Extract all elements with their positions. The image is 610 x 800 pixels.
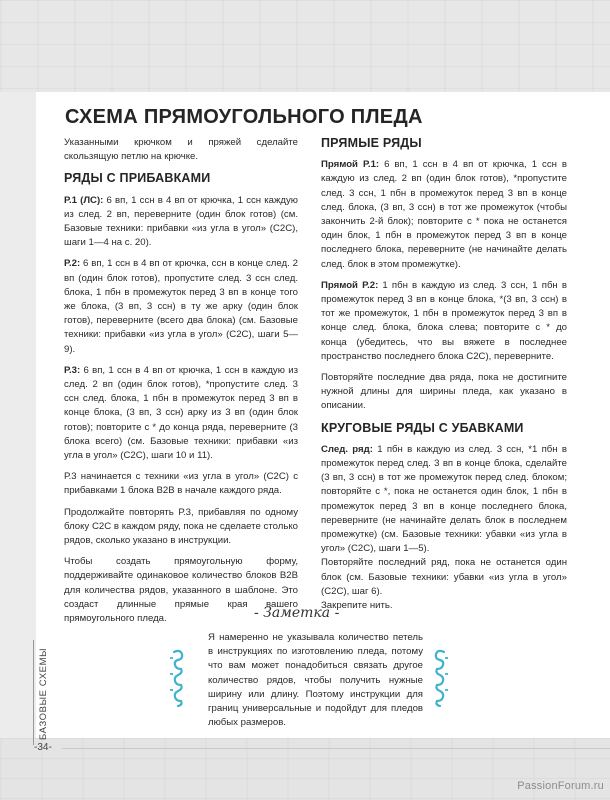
note-text: Я намеренно не указывала количество петель в инструкциях по изготовлению пледа, потому что вам может понадобиться связать другое количество рядов, чтобы получить нужные ширину или длину. Поэтому инструкции для границ универсальные и подойдут для пледов любых размеров.: [208, 632, 423, 729]
footer-divider: [62, 748, 610, 749]
row-lead: Р.1 (ЛС):: [64, 194, 104, 206]
section-side-label: БАЗОВЫЕ СХЕМЫ: [38, 647, 49, 740]
watermark: PassionForum.ru: [517, 780, 604, 792]
row-lead: Р.2:: [64, 258, 81, 270]
increase-paragraph: Продолжайте повторять Р.3, прибавляя по одному блоку C2C в каждом ряду, пока не сделаете столько рядов, сколько указано в инструкции.: [64, 506, 298, 547]
page-title: СХЕМА ПРЯМОУГОЛЬНОГО ПЛЕДА: [65, 106, 423, 128]
increase-row-2: [64, 257, 298, 356]
decrease-section-heading: КРУГОВЫЕ РЯДЫ С УБАВКАМИ: [321, 420, 524, 435]
row-text: 6 вп, 1 ссн в 4 вп от крючка, 1 ссн в каждую из след. 2 вп (один блок готов), *пропустите след. 3 ссн след. блока, 1 пбн в промежуток перед 3 вп в конце блока, (3 вп, 3 ссн) арку из 3 вп (один блок готов); повторите с * до конца ряда, переверните (3 блока всего) (см. Базовые техники: прибавки «из угла в угол» (C2C), шаги 10 и 11).: [64, 364, 298, 462]
increase-row-3: [64, 364, 298, 463]
row-lead: Р.3:: [64, 364, 81, 376]
row-text: 1 пбн в каждую из след. 3 ссн, 1 пбн в промежуток перед 3 вп в конце блока, *(3 вп, 3 ссн) в тот же промежуток, 1 пбн в промежуток перед 3 вп в конце след. блока, блока слева; повторите с * до конца (убедитесь, что вы вяжете в последнее пространство последнего блока C2C), переверните.: [321, 279, 567, 362]
increase-paragraph: Чтобы создать прямоугольную форму, поддерживайте одинаковое количество блоков B2B для количества рядов, указанного в шаблоне. Это создаст длинные прямые края вашего прямоугольного пледа.: [64, 556, 298, 625]
side-divider: [33, 640, 34, 745]
right-column: [321, 136, 567, 613]
note-title: - Заметка -: [254, 605, 340, 621]
wood-background-top: [0, 0, 610, 92]
row-text: 6 вп, 1 ссн в 4 вп от крючка, ссн в конце след. 2 вп (один блок готов), пропустите след. 3 ссн след. блока, 1 пбн в промежуток перед 3 вп в конце того же блока, (3 вп, 3 ссн) в ту же арку (один блок готов), переверните (всего два блока) (см. Базовые техники: прибавки «из угла в угол» (C2C), шаги 5—9).: [64, 258, 298, 355]
straight-row-2: [321, 279, 567, 364]
left-column: [64, 136, 298, 626]
row-text: 1 пбн в каждую из след. 3 ссн, *1 пбн в промежуток перед след. 3 вп в конце блока, сделайте (3 вп, 3 ссн) в тот же промежуток перед след. блоком; повторяйте с *, пока не останется один блок, 1 пбн в промежуток перед 3 вп в конце последнего блока, переверните (не начинайте делать блок в последнем промежутке) (см. Базовые техники: убавки «из угла в угол» (C2C), шаги 1—5).: [321, 443, 567, 555]
decrease-paragraph: Закрепите нить.: [321, 600, 393, 612]
intro-paragraph: Указанными крючком и пряжей сделайте скользящую петлю на крючке.: [64, 137, 298, 163]
increase-section-heading: РЯДЫ С ПРИБАВКАМИ: [64, 171, 211, 186]
decrease-paragraph: Повторяйте последний ряд, пока не останется один блок (см. Базовые техники: убавки «из угла в угол» (C2C), шаг 6).: [321, 557, 567, 597]
straight-paragraph: Повторяйте последние два ряда, пока не достигните нужной длины для ширины пледа, как указано в описании.: [321, 372, 567, 412]
row-text: 6 вп, 1 ссн в 4 вп от крючка, 1 ссн в каждую из след. 2 вп (один блок готов), *пропустите след. 3 ссн, 1 пбн в промежуток перед 3 вп в конце след. блока, (3 вп, 3 ссн) в тот же промежуток (чтобы закончить 2-й блок); повторите с * пока не останется один блок, 1 пбн в промежуток перед 3 вп в конце последнего блока, переверните (не начинайте делать след. блок в этом промежутке).: [321, 159, 568, 270]
increase-row-1: [64, 194, 298, 251]
stitch-ornament-left-icon: [168, 648, 190, 708]
row-lead: Прямой Р.2:: [321, 279, 379, 291]
page-number: -34-: [34, 742, 52, 753]
straight-row-1: [321, 158, 567, 272]
row-lead: Прямой Р.1:: [321, 159, 380, 171]
decrease-row: [321, 443, 567, 557]
stitch-ornament-right-icon: [428, 648, 450, 708]
increase-paragraph: Р.3 начинается с техники «из угла в угол» (C2C) с прибавками 1 блока B2B в начале каждого ряда.: [64, 471, 298, 497]
row-lead: След. ряд:: [321, 443, 373, 455]
straight-section-heading: ПРЯМЫЕ РЯДЫ: [321, 136, 422, 150]
row-text: 6 вп, 1 ссн в 4 вп от крючка, 1 ссн каждую из след. 2 вп, переверните (один блок готов) (см. Базовые техники: прибавки «из угла в угол» (C2C), шаги 1—4 на с. 20).: [64, 194, 298, 249]
